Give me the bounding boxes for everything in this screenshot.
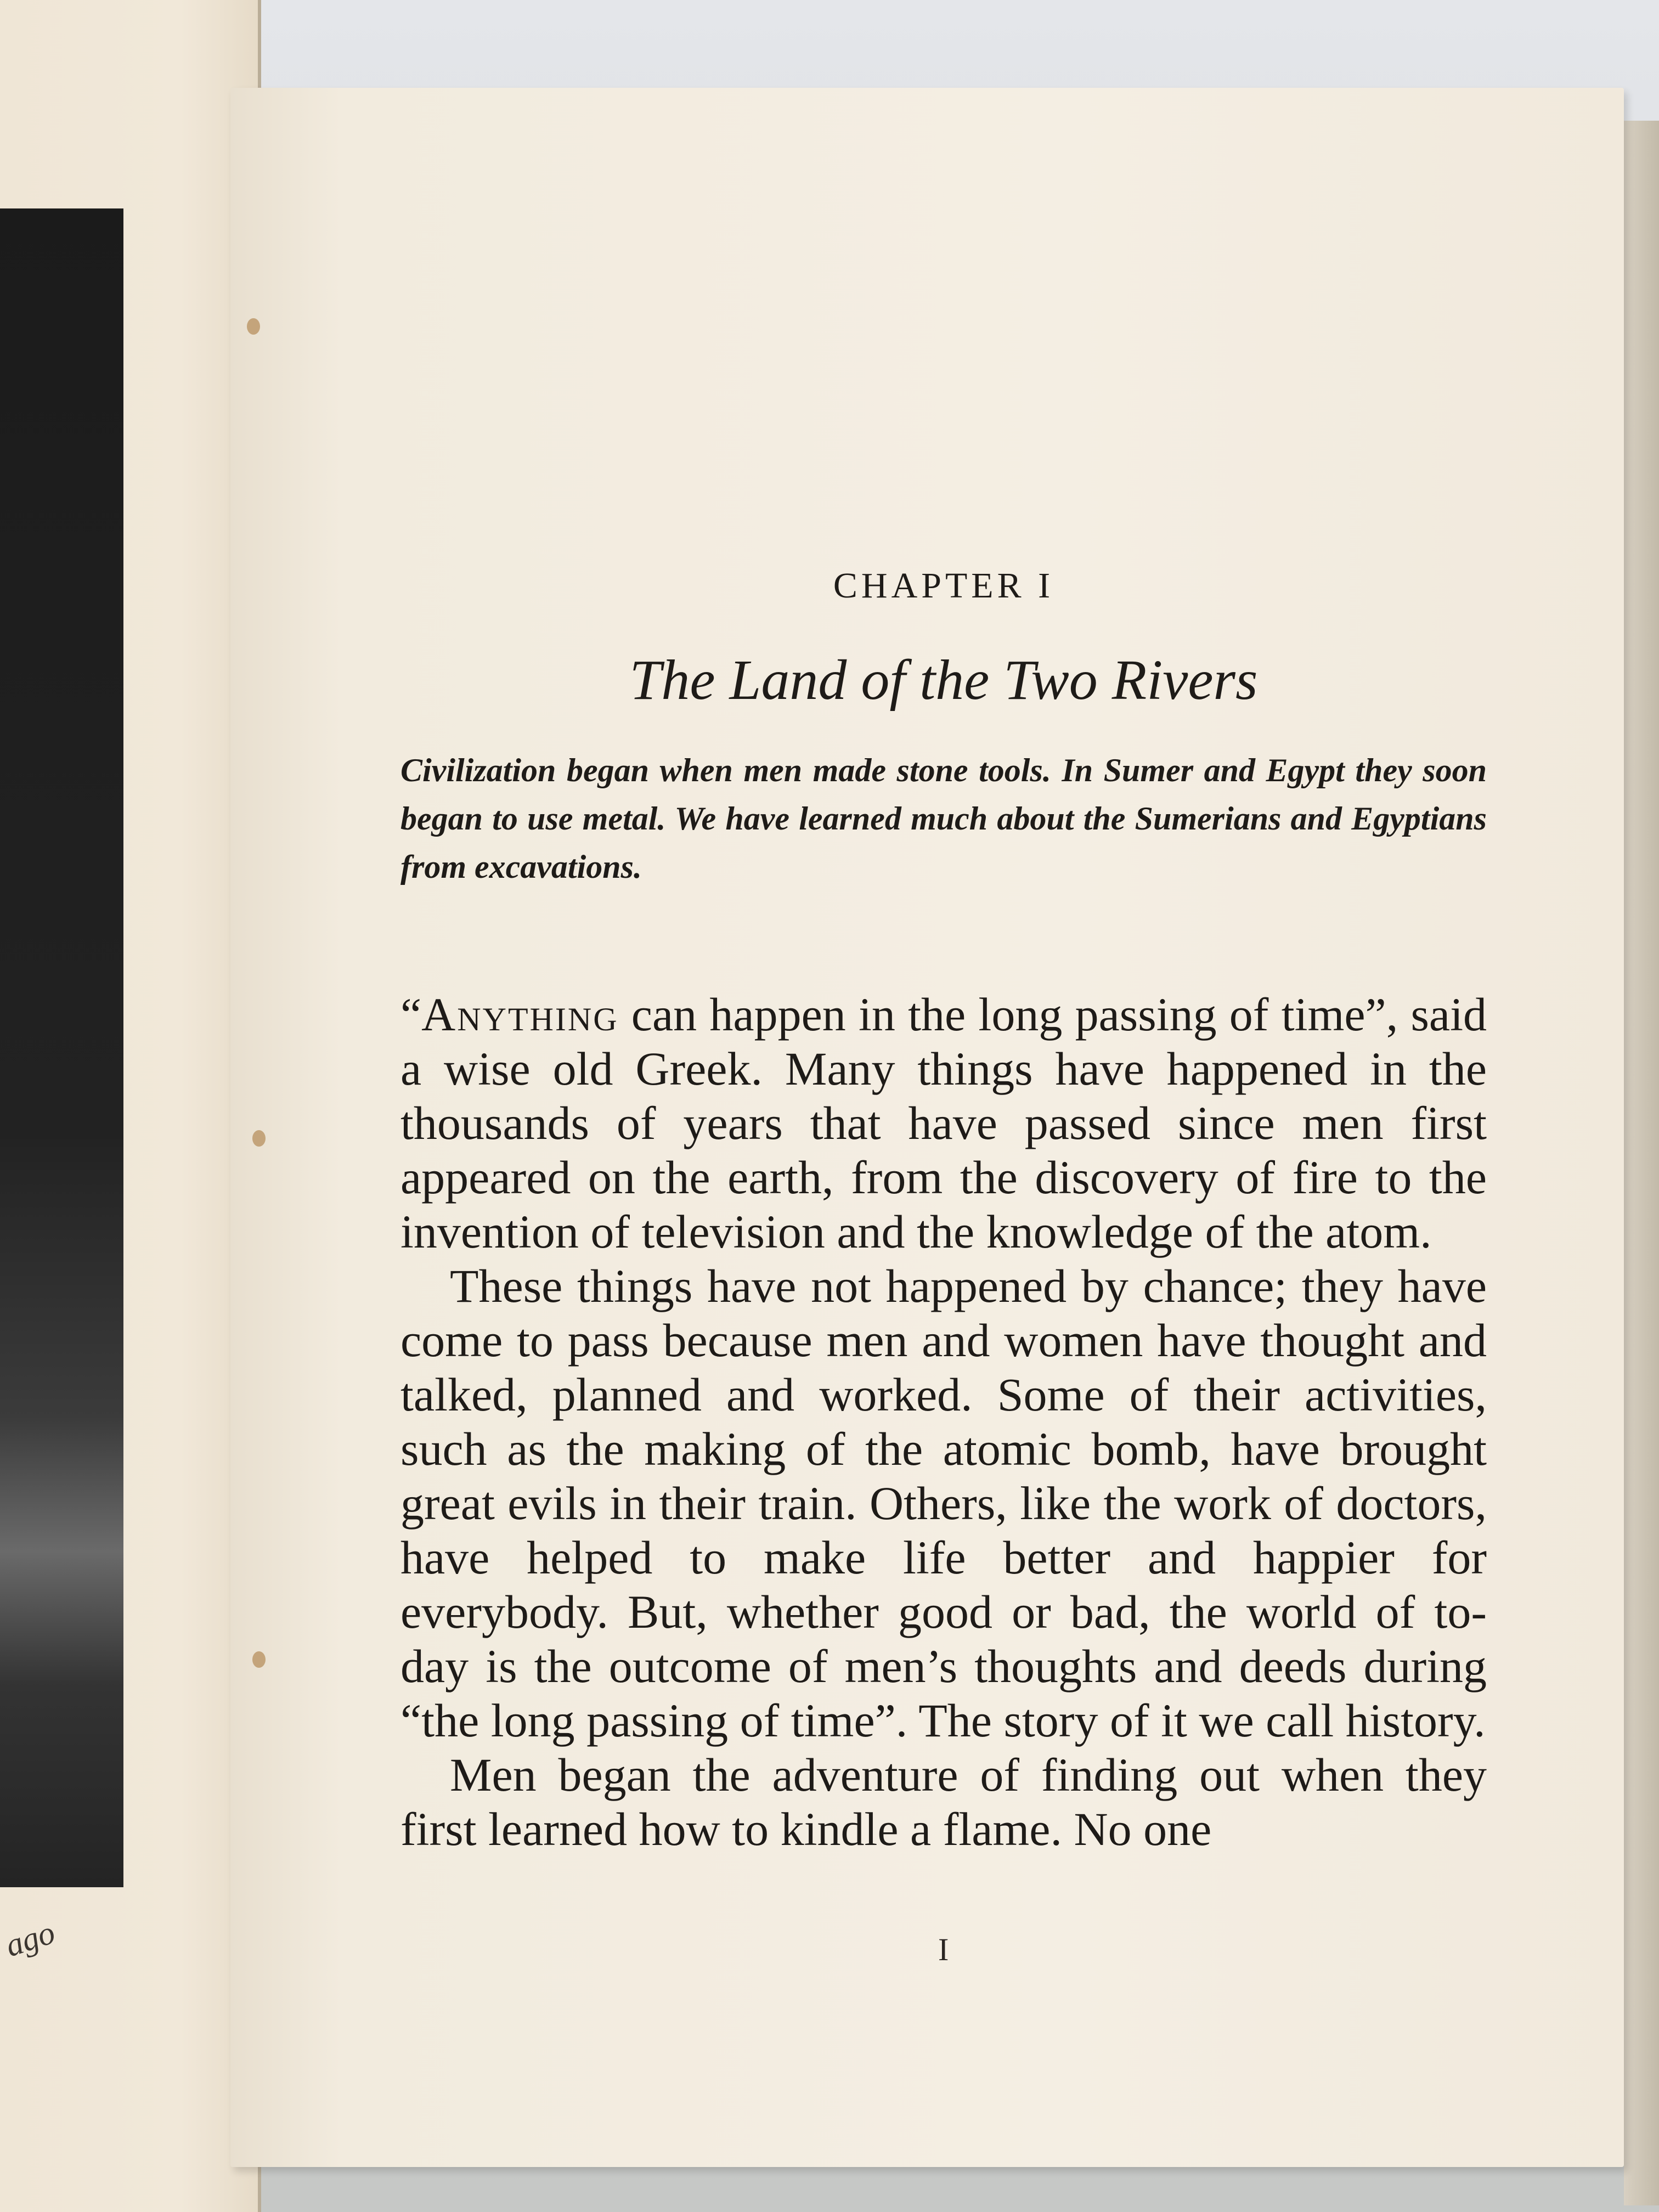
chapter-summary: Civilization began when men made stone tools. In Sumer and Egypt they soon began to use metal. We have learned much about the Sumerians and Egyptians from excavations.: [400, 752, 1487, 885]
chapter-title: The Land of the Two Rivers: [629, 648, 1258, 712]
chapter-label: CHAPTER I: [833, 566, 1054, 606]
right-page: [230, 88, 1624, 2167]
paragraph-2: These things have not happened by chance; they have come to pass because men and women have thought and talked, planned and worked. Some of their activities, such as the making of the atomic bomb, have brought great evils in their train. Others, like the work of doctors, have helped to make life better and happier for everybody. But, whether good or bad, the world of to-day is the outcome of men’s thoughts and deeds during “the long passing of time”. The story of it we call history.: [400, 1260, 1487, 1747]
photo-plate: [0, 208, 123, 1887]
opening-quote: “: [400, 988, 422, 1041]
foxing-spot: [247, 318, 260, 335]
paragraph-1-text: can happen in the long passing of time”, said a wise old Greek. Many things have happened in the thousands of years that have passed since men first appeared on the earth, from the discovery of fire to the invention of television and the knowledge of the atom.: [400, 988, 1487, 1258]
left-caption-fragment: ago: [1, 1914, 59, 1964]
page-number: I: [938, 1932, 949, 1967]
page-edge: [1624, 121, 1659, 2205]
body-text: [400, 988, 1487, 1857]
foxing-spot: [252, 1130, 266, 1147]
paragraph-3: Men began the adventure of finding out when they first learned how to kindle a flame. No one: [400, 1748, 1487, 1855]
left-page: [0, 0, 261, 2212]
opening-word: Anything: [421, 988, 619, 1041]
foxing-spot: [252, 1651, 266, 1668]
paragraph-1: [400, 988, 1487, 1259]
